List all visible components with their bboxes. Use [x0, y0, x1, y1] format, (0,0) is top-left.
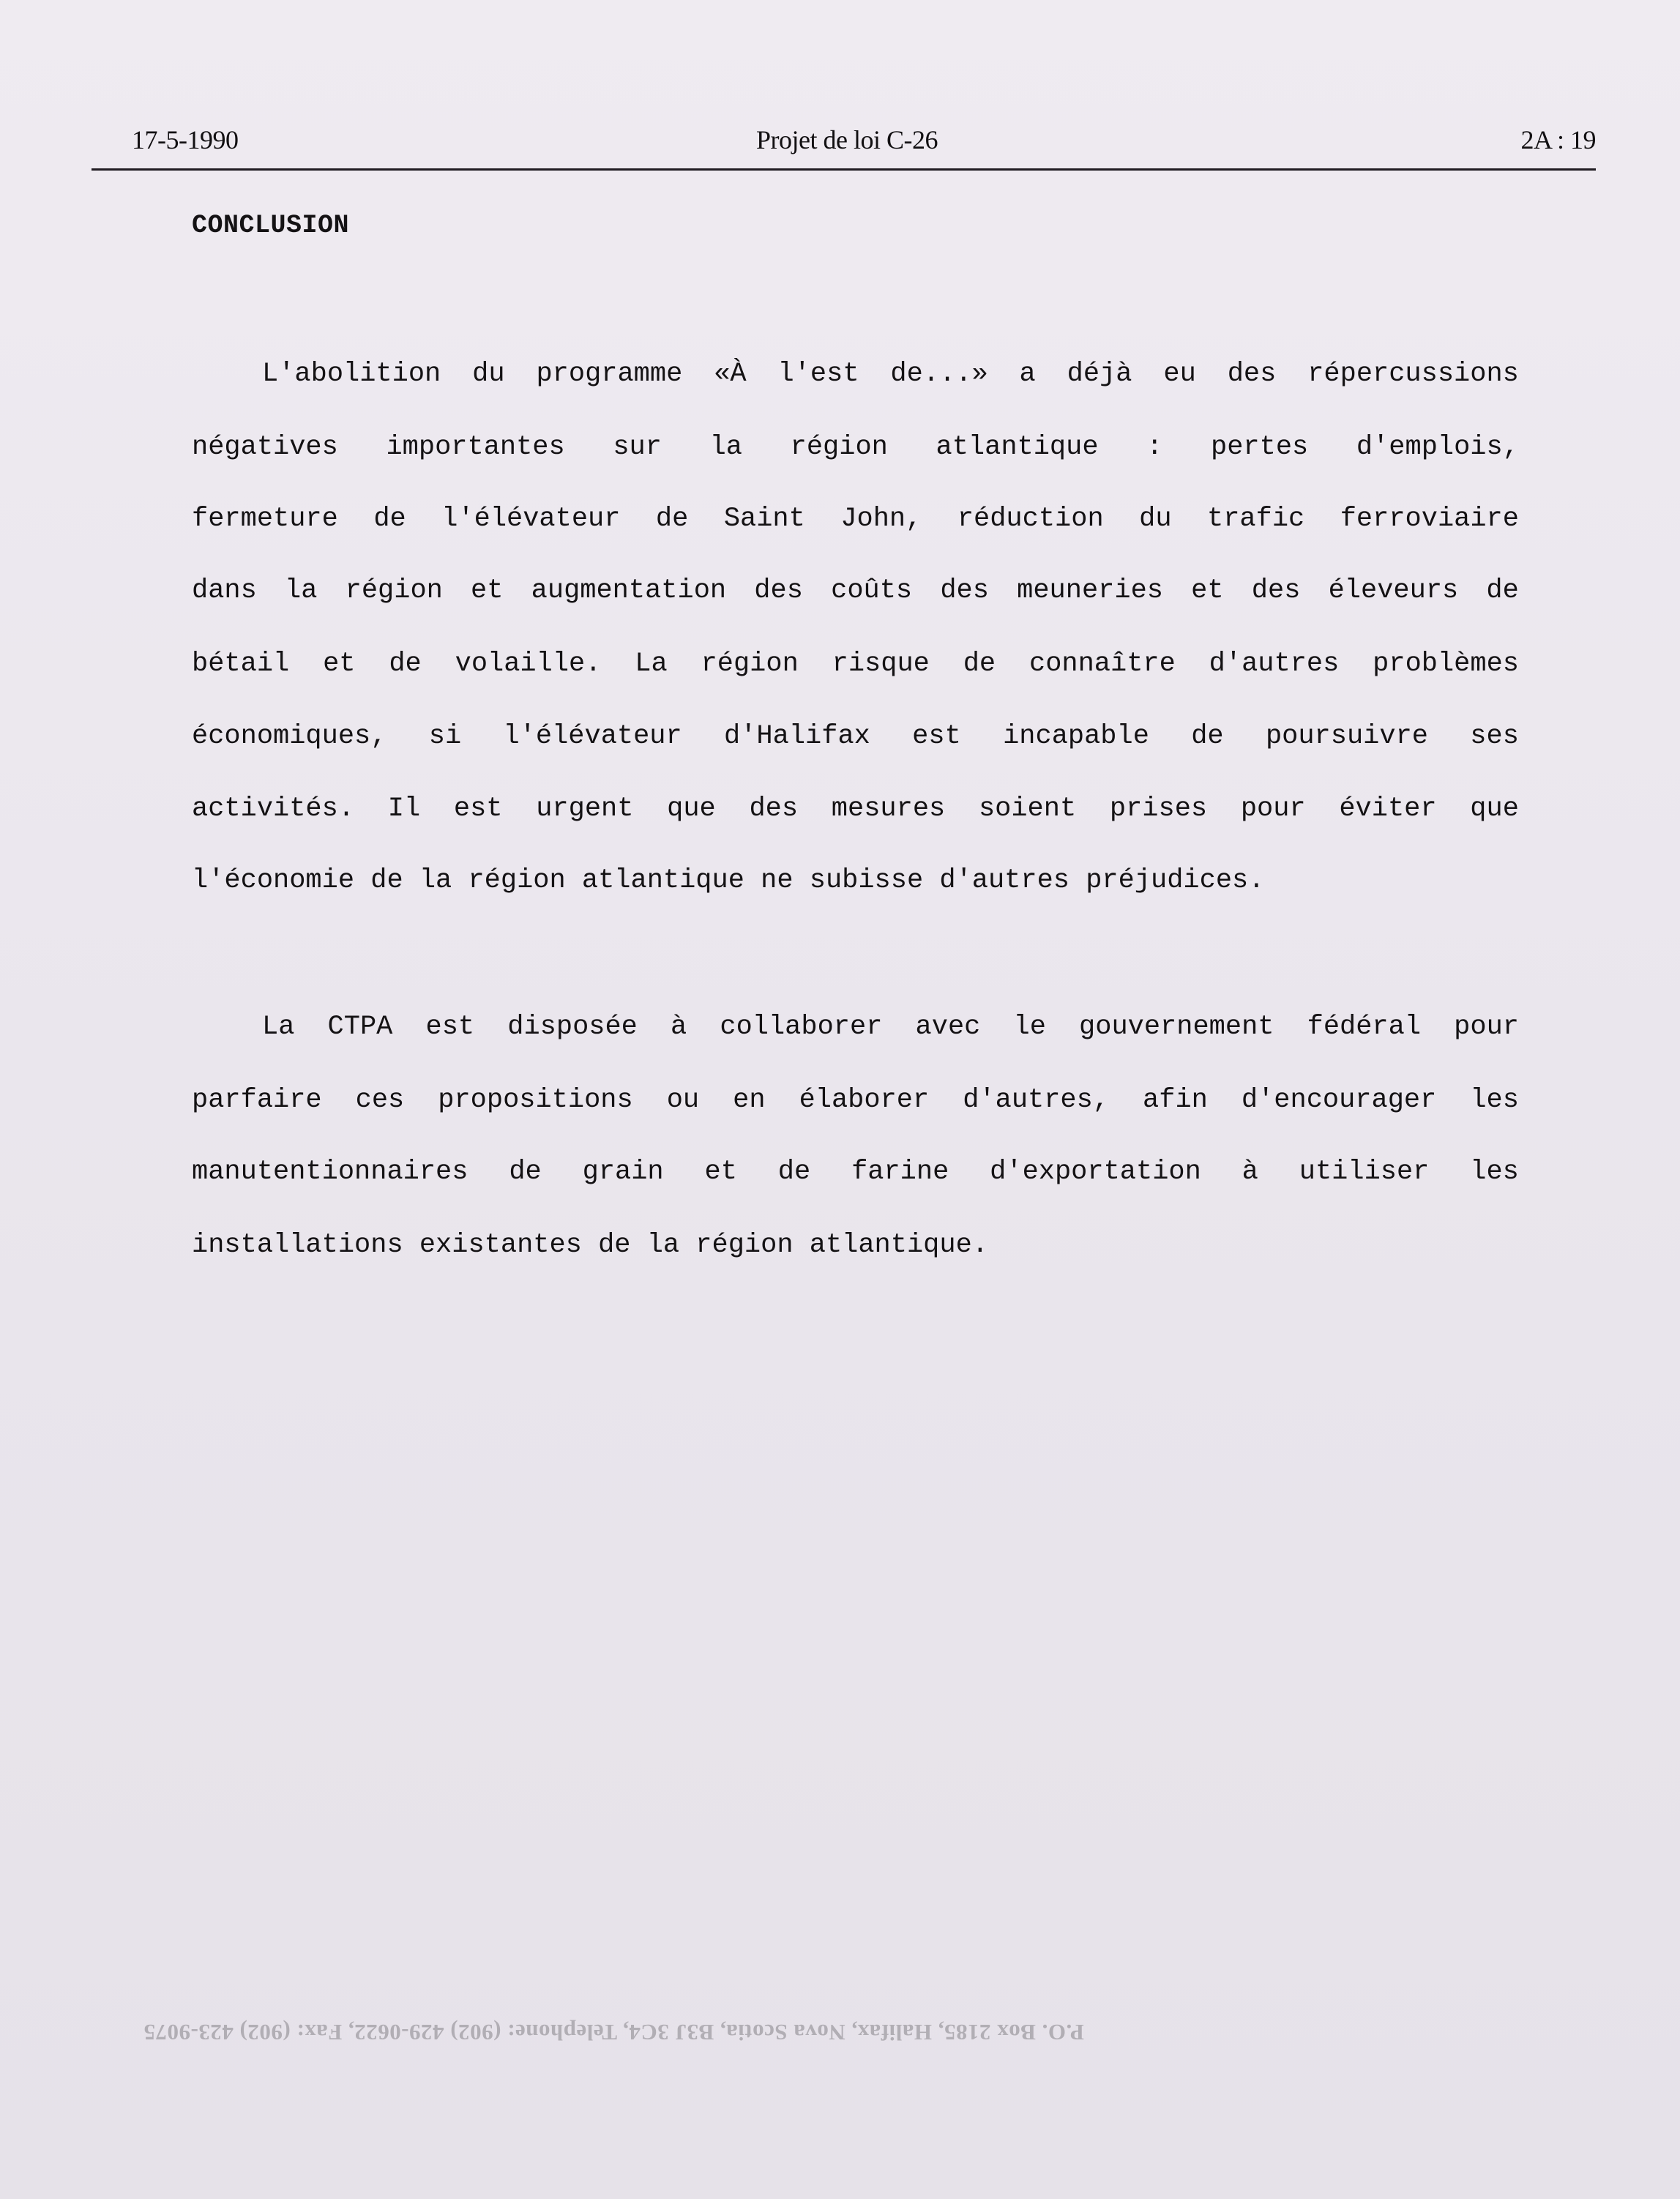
word: de...»	[890, 359, 988, 389]
word: volaille.	[455, 649, 602, 679]
word: :	[1146, 432, 1163, 463]
word: connaître	[1028, 649, 1176, 679]
word: L'abolition	[262, 359, 441, 389]
word: la	[285, 575, 318, 606]
word: CTPA	[327, 1012, 393, 1042]
word: région	[790, 432, 888, 463]
word: urgent	[536, 794, 634, 824]
word: d'encourager	[1241, 1085, 1437, 1116]
word: répercussions	[1307, 359, 1519, 389]
word: du	[472, 359, 505, 389]
word: «À	[714, 359, 747, 389]
word: de	[389, 649, 422, 679]
word: Il	[387, 794, 421, 824]
paragraph-2-line-2	[192, 1085, 1519, 1121]
word: région	[701, 649, 799, 679]
word: de	[1191, 721, 1224, 752]
word: pour	[1240, 794, 1306, 824]
paragraph-1-line-1	[262, 359, 1519, 395]
paragraph-1-line-2	[192, 432, 1519, 468]
word: les	[1470, 1157, 1519, 1187]
paragraph-1-line-3	[192, 504, 1519, 540]
section-heading: CONCLUSION	[192, 211, 350, 240]
word: à	[1242, 1157, 1258, 1187]
word: atlantique	[936, 432, 1099, 463]
word: fédéral	[1307, 1012, 1422, 1042]
word: le	[1013, 1012, 1046, 1042]
word: des	[749, 794, 799, 824]
word: Saint	[723, 504, 805, 534]
word: de	[509, 1157, 542, 1187]
word: activités.	[192, 794, 355, 824]
word: l'élévateur	[441, 504, 621, 534]
word: éviter	[1339, 794, 1437, 824]
word: importantes	[386, 432, 565, 463]
show-through-footer: P.O. Box 2185, Halifax, Nova Scotia, B3J 3C4, Telephone: (902) 429-0622, Fax: (902) 423-9075	[143, 2020, 1084, 2045]
word: fermeture	[192, 504, 338, 534]
paragraph-2-line-3	[192, 1157, 1519, 1193]
word: économiques,	[192, 721, 387, 752]
word: grain	[582, 1157, 664, 1187]
word: programme	[536, 359, 683, 389]
word: farine	[851, 1157, 949, 1187]
word: l'est	[777, 359, 859, 389]
word: dans	[192, 575, 257, 606]
word: poursuivre	[1265, 721, 1428, 752]
header-page-number: 2A : 19	[1520, 125, 1596, 154]
header-date: 17-5-1990	[132, 125, 239, 154]
paragraph-1-line-7	[192, 794, 1519, 830]
word: éleveurs	[1328, 575, 1459, 606]
word: et	[323, 649, 356, 679]
word: de	[963, 649, 996, 679]
word: d'exportation	[990, 1157, 1201, 1187]
header-rule	[92, 168, 1596, 171]
word: pour	[1454, 1012, 1519, 1042]
word: que	[667, 794, 716, 824]
word: propositions	[438, 1085, 633, 1116]
word: problèmes	[1373, 649, 1519, 679]
word: et	[1191, 575, 1224, 606]
word: coûts	[831, 575, 913, 606]
word: gouvernement	[1079, 1012, 1274, 1042]
word: prises	[1109, 794, 1208, 824]
word: réduction	[957, 504, 1104, 534]
word: des	[754, 575, 803, 606]
word: a	[1019, 359, 1036, 389]
word: mesures	[831, 794, 946, 824]
word: et	[471, 575, 504, 606]
paragraph-1-line-6	[192, 721, 1519, 758]
word: meuneries	[1017, 575, 1163, 606]
word: des	[1227, 359, 1277, 389]
word: ces	[355, 1085, 405, 1116]
word: à	[671, 1012, 687, 1042]
paragraph-1-line-8: l'économie de la région atlantique ne subisse d'autres préjudices.	[192, 865, 1265, 896]
word: de	[655, 504, 689, 534]
word: John,	[840, 504, 922, 534]
word: des	[940, 575, 989, 606]
word: incapable	[1003, 721, 1149, 752]
word: utiliser	[1299, 1157, 1430, 1187]
word: d'autres	[1209, 649, 1340, 679]
word: si	[428, 721, 462, 752]
paragraph-2-line-4: installations existantes de la région atlantique.	[192, 1230, 988, 1261]
word: ses	[1470, 721, 1519, 752]
word: d'autres,	[963, 1085, 1110, 1116]
paragraph-1-line-4	[192, 575, 1519, 612]
header-title: Projet de loi C-26	[756, 125, 938, 154]
word: déjà	[1067, 359, 1132, 389]
word: des	[1251, 575, 1301, 606]
word: est	[912, 721, 961, 752]
word: La	[262, 1012, 295, 1042]
paragraph-1-line-5	[192, 649, 1519, 685]
word: en	[733, 1085, 766, 1116]
word: bétail	[192, 649, 290, 679]
word: et	[704, 1157, 737, 1187]
word: sur	[613, 432, 662, 463]
word: d'emplois,	[1356, 432, 1519, 463]
word: soient	[978, 794, 1077, 824]
word: que	[1470, 794, 1519, 824]
word: avec	[915, 1012, 981, 1042]
word: de	[777, 1157, 811, 1187]
word: manutentionnaires	[192, 1157, 468, 1187]
word: trafic	[1207, 504, 1305, 534]
word: risque	[832, 649, 930, 679]
word: est	[425, 1012, 475, 1042]
word: d'Halifax	[724, 721, 870, 752]
page-header	[94, 117, 1596, 168]
word: élaborer	[799, 1085, 930, 1116]
word: est	[453, 794, 503, 824]
word: pertes	[1211, 432, 1309, 463]
word: augmentation	[531, 575, 727, 606]
word: du	[1139, 504, 1172, 534]
word: la	[709, 432, 743, 463]
word: les	[1470, 1085, 1519, 1116]
word: de	[1486, 575, 1519, 606]
paragraph-2-line-1	[262, 1012, 1519, 1048]
word: de	[373, 504, 406, 534]
word: eu	[1163, 359, 1196, 389]
word: afin	[1143, 1085, 1208, 1116]
word: ou	[666, 1085, 700, 1116]
word: négatives	[192, 432, 338, 463]
word: collaborer	[720, 1012, 883, 1042]
word: ferroviaire	[1340, 504, 1519, 534]
word: disposée	[507, 1012, 638, 1042]
word: La	[635, 649, 668, 679]
word: parfaire	[192, 1085, 322, 1116]
word: région	[345, 575, 443, 606]
word: l'élévateur	[503, 721, 682, 752]
